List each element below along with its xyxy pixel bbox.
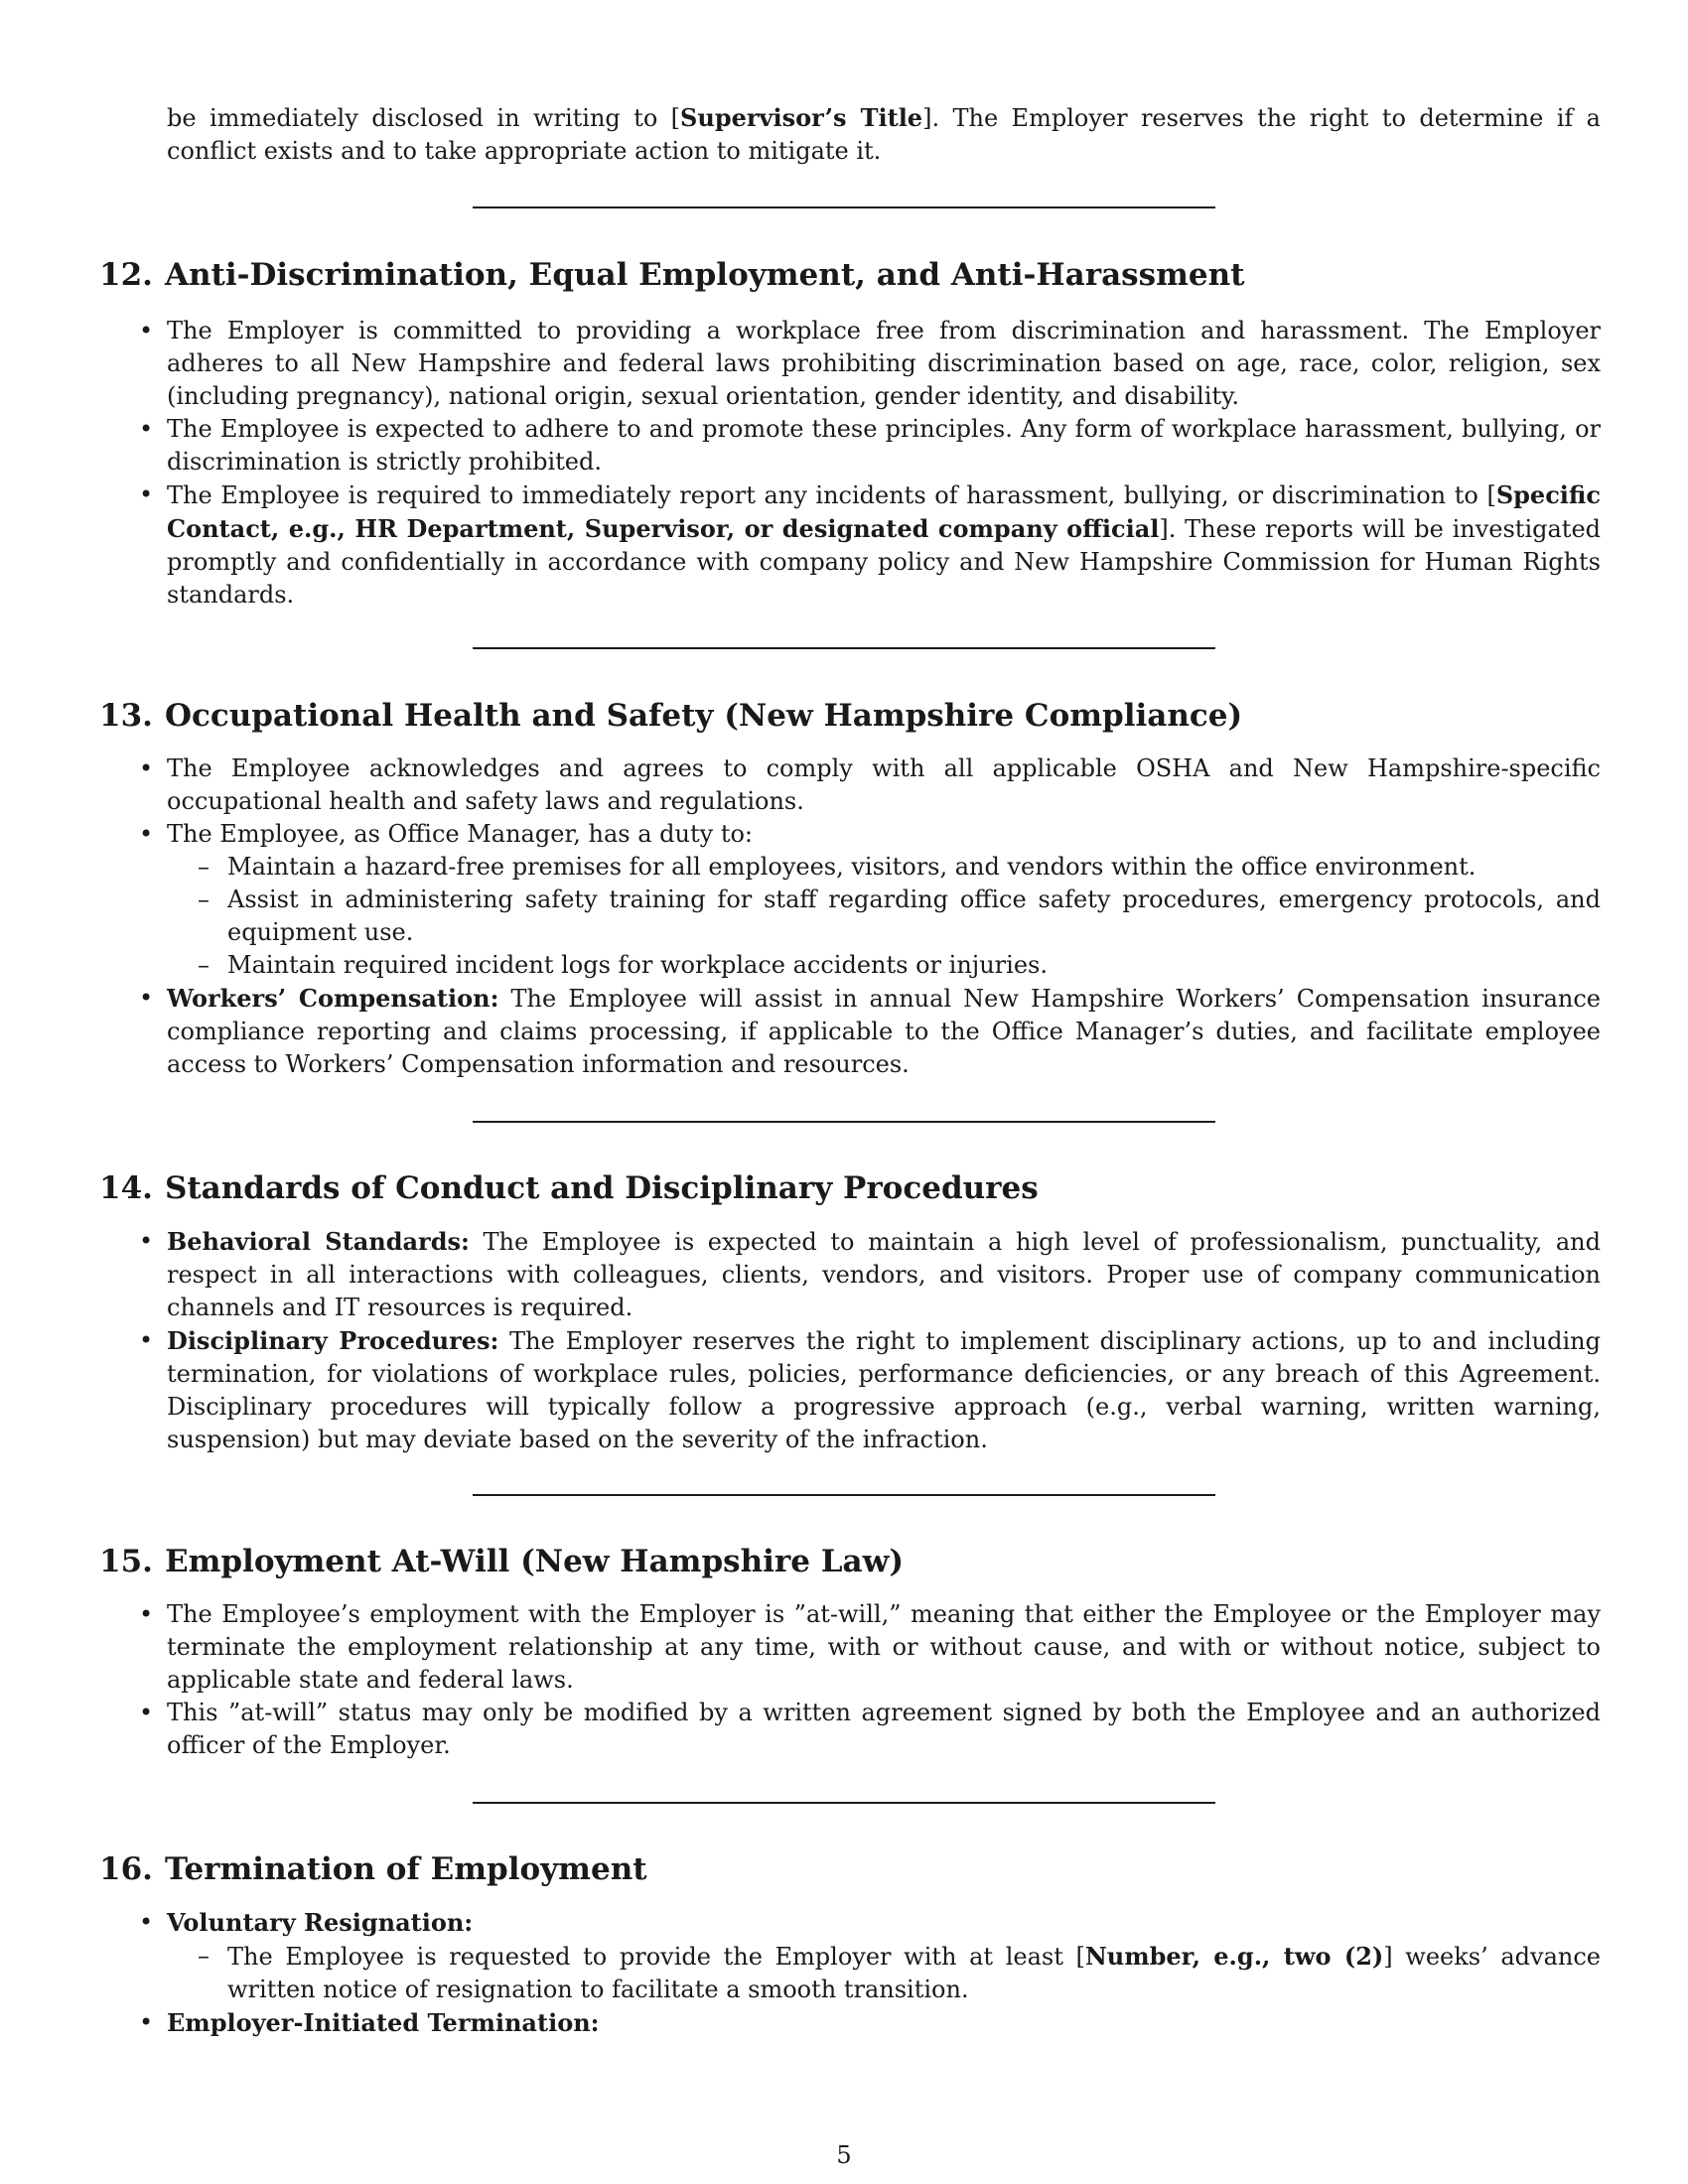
section-14-list — [0, 1225, 1688, 1456]
section-14-bullet-1-text: The Employee is expected to maintain a high level of professionalism, punctuality, and respect in all interactions with colleagues, clients, vendors, and visitors. Proper use of company communication channels and IT resources is required. — [167, 1228, 1602, 1321]
section-divider — [473, 1802, 1215, 1804]
section-12-placeholder-contact: Specific Contact, e.g., HR Department, Supervisor, or designated company official — [167, 480, 1601, 543]
intro-placeholder-supervisor-title: Supervisor’s Title — [680, 103, 923, 132]
section-13-subitem-3: – Maintain required incident logs for workplace accidents or injuries. — [227, 949, 1601, 982]
section-14-bullet-2-label: Disciplinary Procedures: — [167, 1326, 499, 1355]
section-15-list — [0, 1598, 1688, 1762]
section-16-list — [0, 1906, 1688, 2040]
section-13-title: Occupational Health and Safety (New Hampshire Compliance) — [164, 698, 1243, 734]
section-12-bullet-3-text-start: The Employee is required to immediately report any incidents of harassment, bullying, or discrimination to [ — [167, 481, 1496, 509]
section-12-heading — [99, 255, 1589, 295]
section-16-subitem-1-text-start: The Employee is requested to provide the Employer with at least [ — [227, 1943, 1085, 1971]
section-16-bullet-2 — [167, 2006, 1601, 2040]
section-14-bullet-1-label: Behavioral Standards: — [167, 1227, 470, 1256]
section-13-bullet-2-text: The Employee, as Office Manager, has a duty to: — [167, 820, 754, 848]
section-15-bullet-2: • This ”at-will” status may only be modified by a written agreement signed by both the Employee and an authorized officer of the Employer. — [167, 1697, 1601, 1762]
section-12-list — [0, 315, 1688, 612]
section-16-subitem-1-text-end: ] weeks’ advance written notice of resignation to facilitate a smooth transition. — [227, 1943, 1602, 2003]
section-12-bullet-3 — [167, 478, 1601, 612]
section-13-list — [0, 752, 1688, 1081]
section-14-bullet-2 — [167, 1324, 1601, 1456]
section-15-bullet-1: • The Employee’s employment with the Employer is ”at-will,” meaning that either the Employee or the Employer may terminate the employment relationship at any time, with or without cause, and with or without notice, subject to applicable state and federal laws. — [167, 1598, 1601, 1697]
section-13-bullet-2 — [167, 818, 1601, 982]
section-13-subitem-2: – Assist in administering safety training for staff regarding office safety procedures, emergency protocols, and equipment use. — [227, 884, 1601, 949]
section-12-number: 12. — [99, 257, 153, 293]
section-14-bullet-2-text: The Employer reserves the right to implement disciplinary actions, up to and including termination, for violations of workplace rules, policies, performance deficiencies, or any breach of this Agreement. Disciplinary procedures will typically follow a progressive approach (e.g., verbal warning, written warning, suspension) but may deviate based on the severity of the infraction. — [167, 1327, 1602, 1453]
section-12-bullet-1: • The Employer is committed to providing a workplace free from discrimination and harassment. The Employer adheres to all New Hampshire and federal laws prohibiting discrimination based on age, race, color, religion, sex (including pregnancy), national origin, sexual orientation, gender identity, and disability. — [167, 315, 1601, 413]
section-12-bullet-2: • The Employee is expected to adhere to and promote these principles. Any form of workplace harassment, bullying, or discrimination is strictly prohibited. — [167, 413, 1601, 478]
section-16-bullet-1 — [167, 1906, 1601, 2006]
section-divider — [473, 206, 1215, 208]
section-divider — [473, 1494, 1215, 1496]
intro-text-start: be immediately disclosed in writing to [ — [167, 104, 681, 132]
page-number: 5 — [836, 2141, 852, 2169]
intro-text-end: ]. The Employer reserves the right to determine if a conflict exists and to take appropriate action to mitigate it. — [167, 104, 1601, 165]
section-14-heading — [99, 1168, 1589, 1208]
section-16-title: Termination of Employment — [164, 1851, 647, 1887]
section-14-number: 14. — [99, 1170, 153, 1206]
section-12-title: Anti-Discrimination, Equal Employment, and Anti-Harassment — [164, 257, 1245, 293]
section-16-subitem-1 — [227, 1940, 1601, 2006]
section-16-bullet-1-label: Voluntary Resignation: — [167, 1908, 474, 1937]
section-divider — [473, 647, 1215, 649]
section-divider — [473, 1121, 1215, 1123]
section-16-number: 16. — [99, 1851, 153, 1887]
section-13-subitem-1: – Maintain a hazard-free premises for all employees, visitors, and vendors within the office environment. — [227, 851, 1601, 884]
section-15-title: Employment At-Will (New Hampshire Law) — [164, 1544, 904, 1579]
section-13-sublist — [167, 851, 1601, 982]
section-12-bullet-3-text-end: ]. These reports will be investigated promptly and confidentially in accordance with company policy and New Hampshire Commission for Human Rights standards. — [167, 515, 1602, 609]
section-13-bullet-3-label: Workers’ Compensation: — [167, 984, 499, 1013]
section-14-title: Standards of Conduct and Disciplinary Procedures — [164, 1170, 1039, 1206]
section-15-number: 15. — [99, 1544, 153, 1579]
section-16-bullet-2-label: Employer-Initiated Termination: — [167, 2008, 600, 2037]
section-13-bullet-1: • The Employee acknowledges and agrees to comply with all applicable OSHA and New Hampshire-specific occupational health and safety laws and regulations. — [167, 752, 1601, 818]
section-16-placeholder-notice-weeks: Number, e.g., two (2) — [1084, 1942, 1384, 1971]
section-13-number: 13. — [99, 698, 153, 734]
section-16-heading — [99, 1849, 1589, 1889]
section-14-bullet-1 — [167, 1225, 1601, 1324]
section-15-heading — [99, 1542, 1589, 1581]
section-13-bullet-3-text: The Employee will assist in annual New Hampshire Workers’ Compensation insurance compliance reporting and claims processing, if applicable to the Office Manager’s duties, and facilitate employee access to Workers’ Compensation information and resources. — [167, 985, 1602, 1078]
section-13-bullet-3 — [167, 982, 1601, 1081]
section-13-heading — [99, 696, 1589, 736]
section-16-sublist — [167, 1940, 1601, 2006]
intro-paragraph — [167, 101, 1601, 168]
